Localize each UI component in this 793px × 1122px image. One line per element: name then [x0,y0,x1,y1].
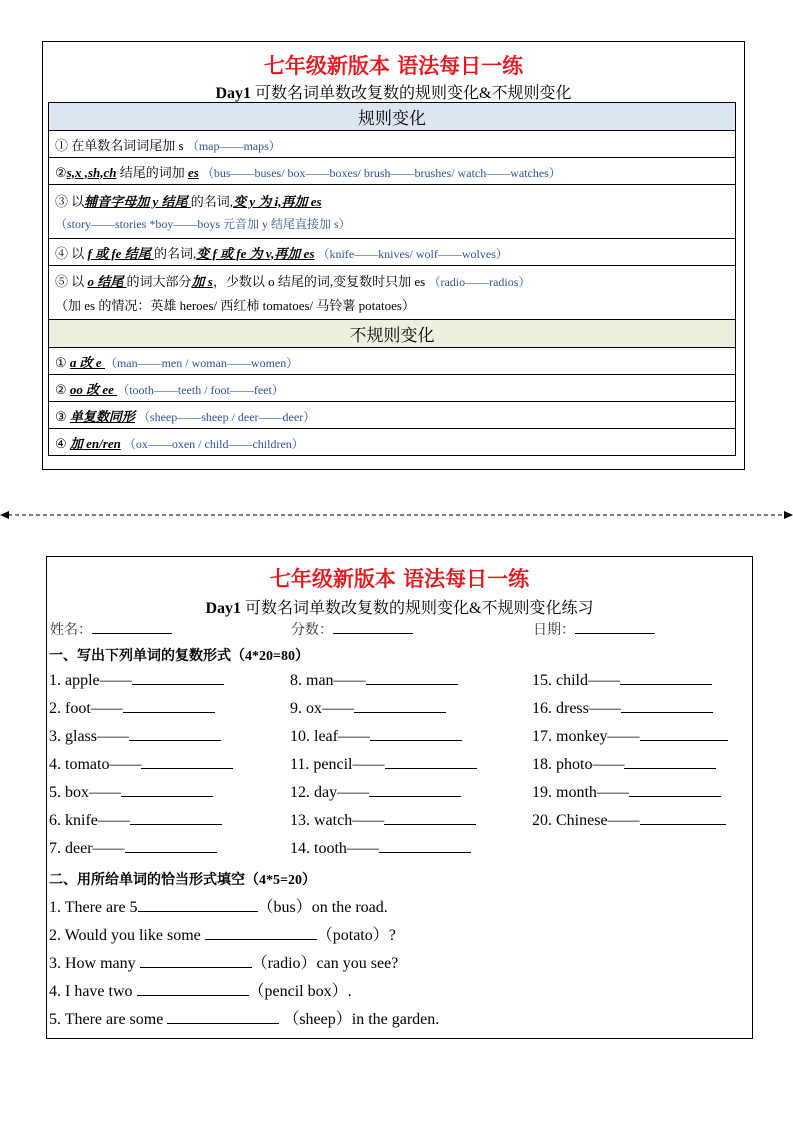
rule-5-text-b: 的词大部分 [126,274,192,289]
part1-heading: 一、写出下列单词的复数形式（4*20=80） [49,649,309,664]
irregular-2 [49,375,736,402]
dashed-divider [0,508,793,522]
rule-2-text: 结尾的词加 [116,164,189,180]
irregular-2-example: （tooth——teeth / foot——feet） [117,382,284,397]
rules-subtitle [43,80,744,103]
name-blank[interactable] [92,619,172,634]
fill-before: 1. There are 5 [49,899,138,916]
exercise-item [49,754,233,774]
answer-blank[interactable] [132,670,224,685]
rule-5-key: o 结尾 [87,274,127,289]
exercise-item [290,838,471,858]
answer-blank[interactable] [370,726,462,741]
item-word: 14. tooth—— [290,840,379,857]
exercise-item [290,726,462,746]
item-word: 4. tomato—— [49,756,142,773]
irregular-4-key: 加 en/ren [69,435,121,451]
answer-blank[interactable] [123,698,215,713]
answer-blank[interactable] [640,810,726,825]
exercise-item [49,726,221,746]
rule-5-line2: （加 es 的情况：英雄 heroes/ 西红柿 tomatoes/ 马铃薯 potatoes） [55,298,415,313]
answer-blank[interactable] [384,810,476,825]
rule-3-example: （story——stories *boy——boys 元音加 y 结尾直接加 s） [55,217,351,231]
name-field [50,619,172,639]
item-word: 11. pencil—— [290,756,385,773]
fill-before: 5. There are some [49,1011,168,1028]
item-word: 17. monkey—— [532,728,640,745]
irregular-3-example: （sheep——sheep / deer——deer） [134,409,316,424]
exercise-item [532,754,716,774]
irregular-4-num: ④ [55,435,70,451]
exercise-item [49,670,224,690]
exercise-subtitle-day: Day1 [205,600,242,617]
fill-after: （bus）on the road. [257,899,388,916]
rule-4-text-b: 的名词, [153,245,197,261]
rule-4-example: （knife——knives/ wolf——wolves） [314,246,508,261]
fill-before: 4. I have two [49,983,137,1000]
rule-5-example: （radio——radios） [428,275,531,289]
date-blank[interactable] [575,619,655,634]
exercise-box [46,556,753,1039]
irregular-1-key: a 改 e [69,354,105,370]
item-word: 16. dress—— [532,700,621,717]
irregular-header: 不规则变化 [49,320,736,348]
item-word: 3. glass—— [49,728,129,745]
exercise-item [290,670,458,690]
date-field [533,619,655,639]
item-word: 12. day—— [290,784,370,801]
item-word: 13. watch—— [290,812,385,829]
fill-before: 2. Would you like some [49,927,205,944]
rule-4-key: f 或 fe 结尾 [87,245,154,261]
rule-2-num: ② [55,164,67,180]
part2-heading: 二、用所给单词的恰当形式填空（4*5=20） [49,873,316,888]
answer-blank[interactable] [130,810,222,825]
rule-3-text-b: 的名词, [190,194,234,209]
score-blank[interactable] [333,619,413,634]
fill-blank[interactable] [167,1009,279,1024]
answer-blank[interactable] [379,838,471,853]
arrow-right-icon [784,511,793,519]
irregular-1-num: ① [55,354,70,370]
rules-table [48,102,736,456]
answer-blank[interactable] [621,698,713,713]
fill-item [49,894,388,917]
fill-blank[interactable] [137,981,249,996]
item-word: 10. leaf—— [290,728,370,745]
irregular-3 [49,402,736,429]
answer-blank[interactable] [369,782,461,797]
irregular-3-key: 单复数同形 [69,408,135,424]
rules-subtitle-day: Day1 [215,85,252,102]
fill-blank[interactable] [205,925,317,940]
rules-title: 七年级新版本 语法每日一练 [263,54,524,78]
answer-blank[interactable] [629,782,721,797]
date-label: 日期： [533,623,575,638]
fill-after: （potato）? [316,927,396,944]
item-word: 6. knife—— [49,812,130,829]
regular-header: 规则变化 [49,103,736,131]
exercise-item [290,782,461,802]
item-word: 18. photo—— [532,756,625,773]
answer-blank[interactable] [640,726,728,741]
exercise-item [532,698,713,718]
irregular-2-key: oo 改 ee [69,381,118,397]
irregular-1 [49,348,736,375]
irregular-1-example: （man——men / woman——women） [104,355,299,370]
rule-1-example: （map——maps） [186,138,281,153]
irregular-2-num: ② [55,381,70,397]
rule-2-key: s,x ,sh,ch [66,164,117,180]
exercise-item [49,782,213,802]
fill-item [49,950,398,973]
name-label: 姓名： [50,623,92,638]
item-word: 2. foot—— [49,700,123,717]
rule-4 [49,239,736,266]
answer-blank[interactable] [624,754,716,769]
grammar-rules-box [42,41,745,470]
fill-item [49,1006,439,1029]
score-label: 分数： [291,623,333,638]
rules-subtitle-text: 可数名词单数改复数的规则变化&不规则变化 [251,85,572,102]
answer-blank[interactable] [141,754,233,769]
fill-after: （sheep）in the garden. [279,1011,440,1028]
irregular-4 [49,429,736,456]
exercise-title: 七年级新版本 语法每日一练 [269,567,530,591]
fill-before: 3. How many [49,955,140,972]
answer-blank[interactable] [121,782,213,797]
irregular-4-example: （ox——oxen / child——children） [120,436,304,451]
score-field [291,619,413,639]
fill-blank[interactable] [138,897,258,912]
rule-5-text-c: ，少数以 o 结尾的词,变复数时只加 es [212,274,429,289]
exercise-item [49,698,215,718]
exercise-item [532,670,712,690]
exercise-item [532,726,728,746]
item-word: 15. child—— [532,672,620,689]
item-word: 5. box—— [49,784,121,801]
fill-after: （radio）can you see? [251,955,399,972]
item-word: 20. Chinese—— [532,812,640,829]
rule-5-key2: 加 s [191,274,213,289]
exercise-item [49,810,222,830]
rule-2-example: （bus——buses/ box——boxes/ brush——brushes/ watch——watches） [198,165,561,180]
fill-item [49,922,396,945]
item-word: 7. deer—— [49,840,125,857]
rule-3-key2: 变 y 为 i,再加 es [233,194,322,209]
rule-4-key2: 变 f 或 fe 为 v,再加 es [196,245,315,261]
exercise-item [49,838,217,858]
rule-2-key2: es [188,164,199,180]
item-word: 19. month—— [532,784,629,801]
exercise-item [532,782,721,802]
item-word: 8. man—— [290,672,366,689]
rule-3-text-a: ③ 以 [55,194,85,209]
answer-blank[interactable] [125,838,217,853]
exercise-item [290,698,446,718]
rule-3 [49,185,736,239]
exercise-item [290,754,477,774]
answer-blank[interactable] [385,754,477,769]
fill-after: （pencil box）. [248,983,352,1000]
rule-1 [49,131,736,158]
answer-blank[interactable] [620,670,712,685]
rule-3-key: 辅音字母加 y 结尾 [84,194,191,209]
exercise-item [290,810,476,830]
rule-1-text: ① 在单数名词词尾加 s [55,137,187,153]
rule-5 [49,266,736,320]
arrow-left-icon [0,511,9,519]
rule-5-text-a: ⑤ 以 [55,274,88,289]
item-word: 1. apple—— [49,672,132,689]
exercise-subtitle-text: 可数名词单数改复数的规则变化&不规则变化练习 [241,600,594,617]
rule-4-text-a: ④ 以 [55,245,88,261]
fill-blank[interactable] [140,953,252,968]
rule-2 [49,158,736,185]
answer-blank[interactable] [129,726,221,741]
irregular-3-num: ③ [55,408,70,424]
answer-blank[interactable] [366,670,458,685]
answer-blank[interactable] [354,698,446,713]
fill-item [49,978,352,1001]
exercise-item [532,810,726,830]
exercise-subtitle [47,595,752,618]
item-word: 9. ox—— [290,700,354,717]
